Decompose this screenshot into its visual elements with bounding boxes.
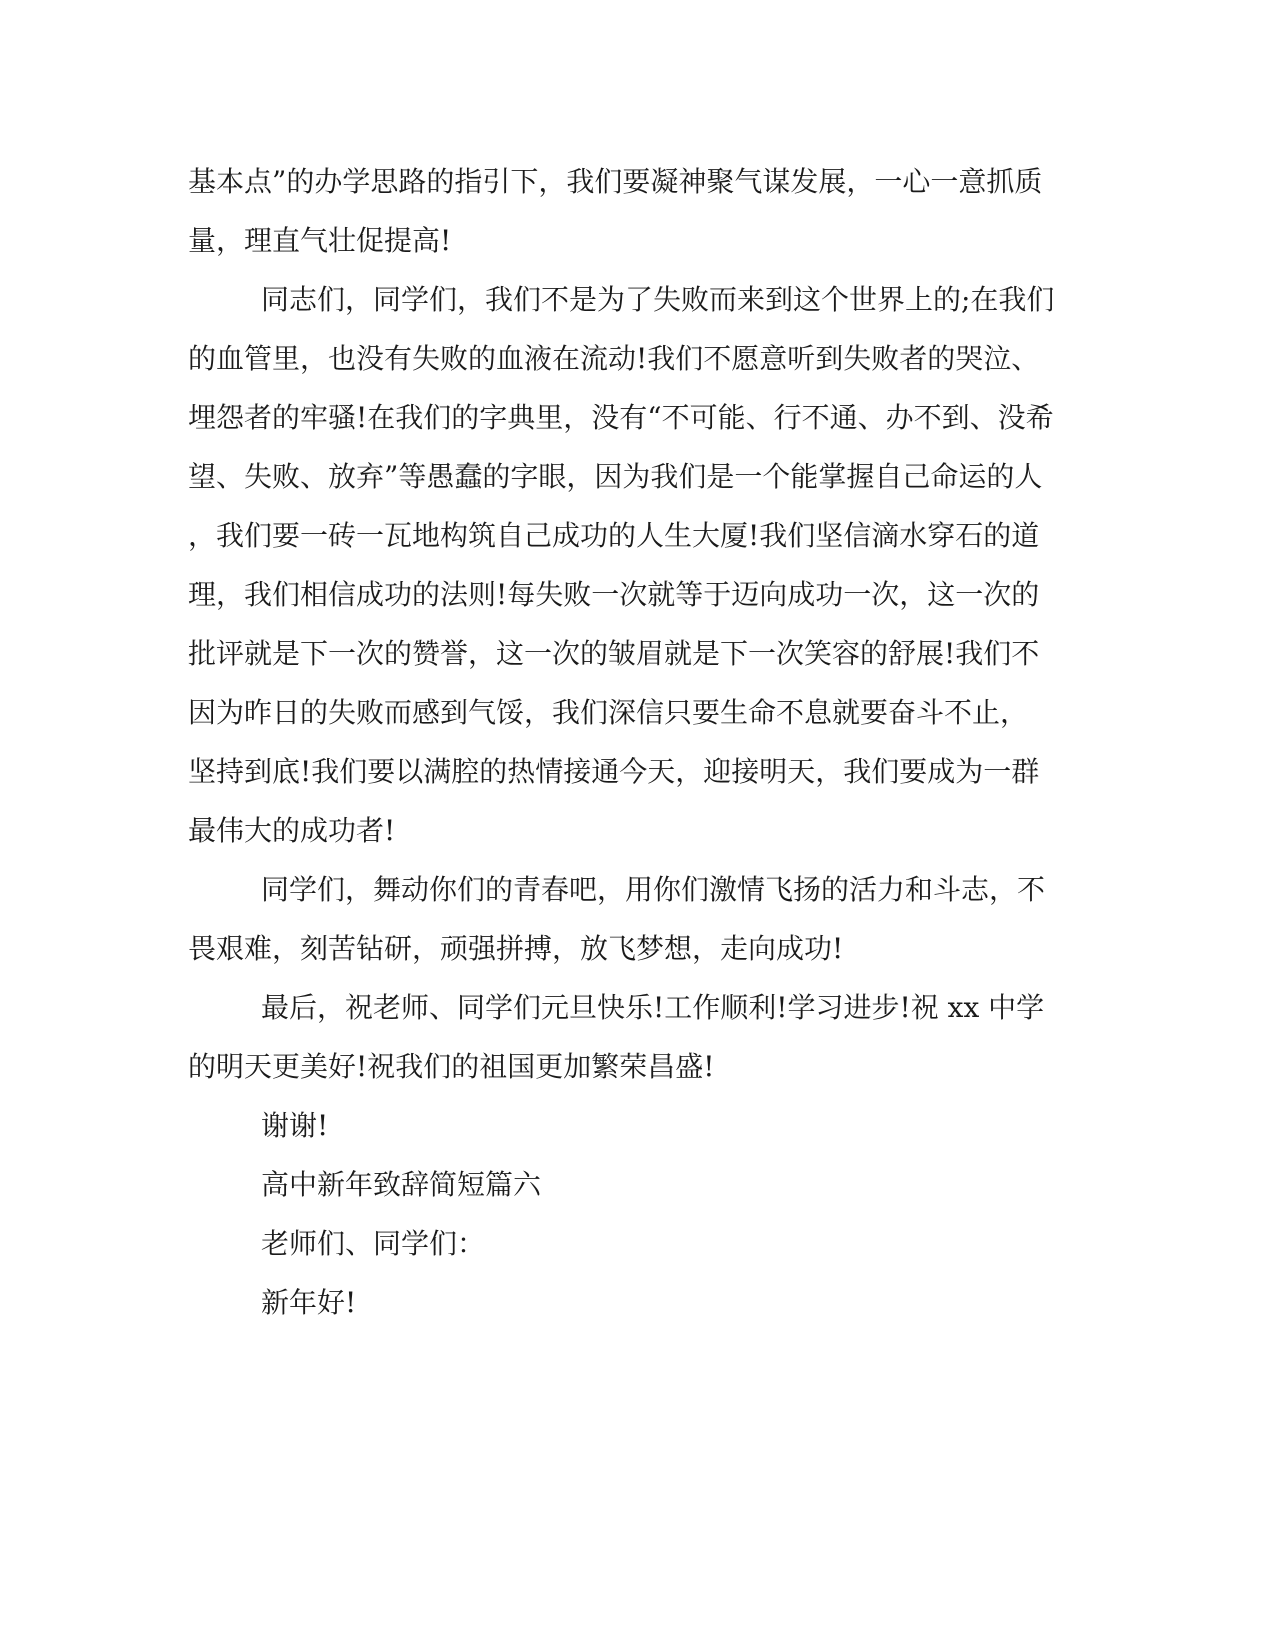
closing-thanks: 谢谢! (261, 1109, 329, 1142)
greeting: 新年好! (261, 1286, 357, 1319)
salutation: 老师们、同学们： (261, 1227, 486, 1260)
body-text-line: 因为昨日的失败而感到气馁，我们深信只要生命不息就要奋斗不止， (188, 696, 1029, 729)
body-text-line: 埋怨者的牢骚!在我们的字典里，没有“不可能、行不通、办不到、没希 (188, 401, 1054, 434)
body-text-line: ，我们要一砖一瓦地构筑自己成功的人生大厦!我们坚信滴水穿石的道 (188, 519, 1040, 552)
body-text-line: 最伟大的成功者! (188, 814, 396, 847)
body-text-line: 畏艰难，刻苦钻研，顽强拼搏，放飞梦想，走向成功! (188, 932, 844, 965)
body-text-line: 基本点”的办学思路的指引下，我们要凝神聚气谋发展，一心一意抓质 (188, 165, 1043, 198)
body-text-line: 坚持到底!我们要以满腔的热情接通今天，迎接明天，我们要成为一群 (188, 755, 1040, 788)
body-text-line: 的明天更美好!祝我们的祖国更加繁荣昌盛! (188, 1050, 715, 1083)
body-text-line: 的血管里，也没有失败的血液在流动!我们不愿意听到失败者的哭泣、 (188, 342, 1040, 375)
body-text-line: 望、失败、放弃”等愚蠢的字眼，因为我们是一个能掌握自己命运的人 (188, 460, 1043, 493)
body-text-line: 理，我们相信成功的法则!每失败一次就等于迈向成功一次，这一次的 (188, 578, 1040, 611)
body-text-line: 量，理直气壮促提高! (188, 224, 452, 257)
section-heading: 高中新年致辞简短篇六 (261, 1168, 542, 1201)
paragraph-first-line: 同志们，同学们，我们不是为了失败而来到这个世界上的;在我们 (261, 283, 1055, 316)
paragraph-first-line: 同学们，舞动你们的青春吧，用你们激情飞扬的活力和斗志，不 (261, 873, 1046, 906)
body-text-line: 批评就是下一次的赞誉，这一次的皱眉就是下一次笑容的舒展!我们不 (188, 637, 1040, 670)
paragraph-first-line: 最后，祝老师、同学们元旦快乐!工作顺利!学习进步!祝 xx 中学 (261, 991, 1045, 1024)
